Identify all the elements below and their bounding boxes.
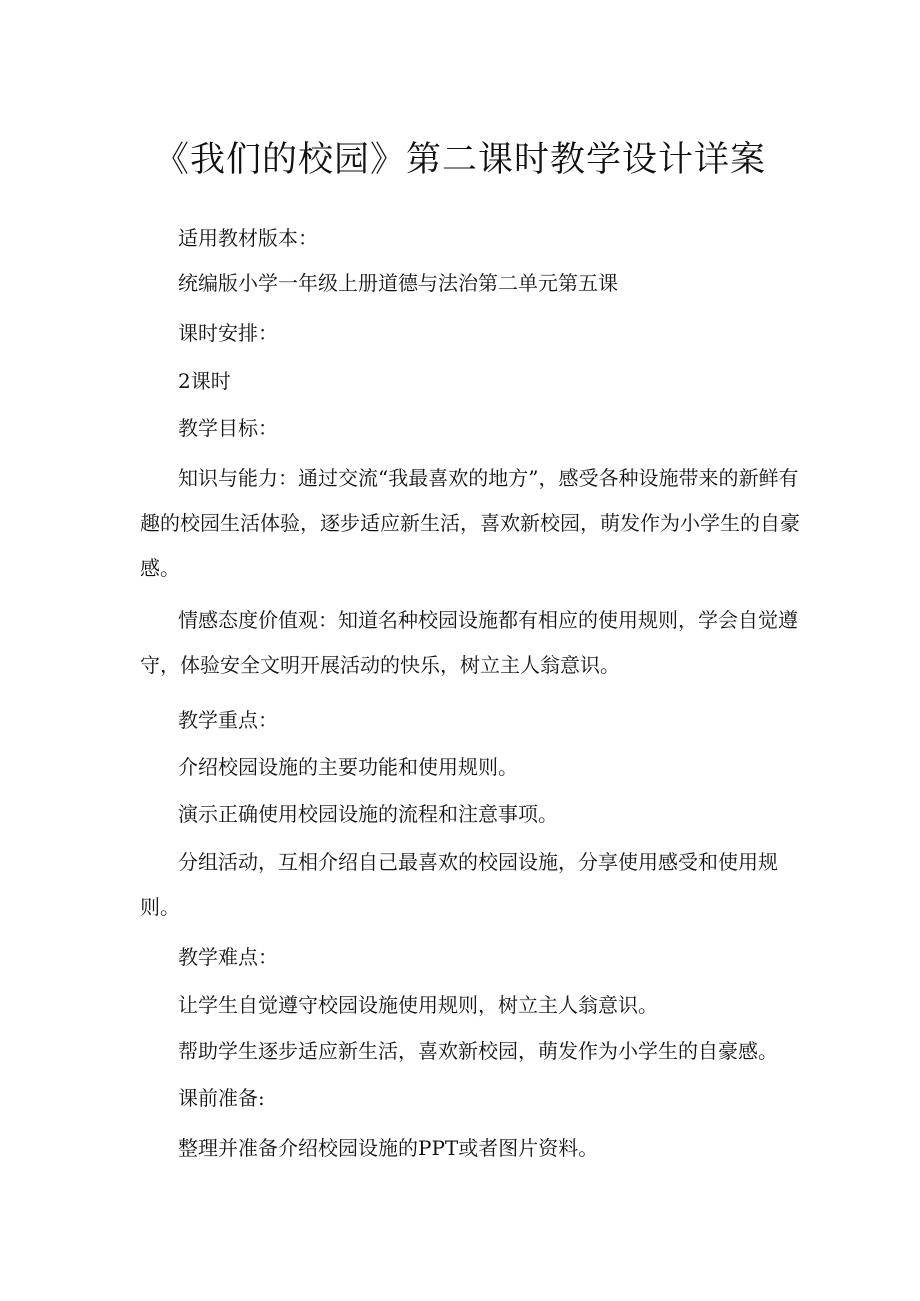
difficulties-label: 教学难点： <box>178 945 278 969</box>
keypoint-3: 分组活动，互相介绍自己最喜欢的校园设施，分享使用感受和使用规则。 <box>140 850 778 919</box>
goals-label: 教学目标： <box>178 416 278 440</box>
keypoints-label: 教学重点： <box>178 708 278 732</box>
textbook-value: 统编版小学一年级上册道德与法治第二单元第五课 <box>178 271 618 295</box>
schedule-value: 2课时 <box>178 369 231 393</box>
keypoint-1: 介绍校园设施的主要功能和使用规则。 <box>178 755 518 779</box>
keypoint-2: 演示正确使用校园设施的流程和注意事项。 <box>178 802 558 826</box>
textbook-label: 适用教材版本： <box>178 226 318 250</box>
goal-emotion-paragraph: 情感态度价值观：知道名种校园设施都有相应的使用规则，学会自觉遵守，体验安全文明开展活动的快乐，树立主人翁意识。 <box>140 608 798 677</box>
difficulty-1: 让学生自觉遵守校园设施使用规则，树立主人翁意识。 <box>178 993 658 1017</box>
difficulty-2: 帮助学生逐步适应新生活，喜欢新校园，萌发作为小学生的自豪感。 <box>178 1039 778 1063</box>
preparation-1: 整理并准备介绍校园设施的PPT或者图片资料。 <box>178 1136 599 1160</box>
preparation-label: 课前准备: <box>178 1086 265 1110</box>
schedule-label: 课时安排： <box>178 321 278 345</box>
document-title: 《我们的校园》第二课时教学设计详案 <box>153 140 766 180</box>
goal-knowledge-paragraph: 知识与能力：通过交流“我最喜欢的地方”，感受各种设施带来的新鲜有趣的校园生活体验，逐步适应新生活，喜欢新校园，萌发作为小学生的自豪感。 <box>140 466 800 580</box>
